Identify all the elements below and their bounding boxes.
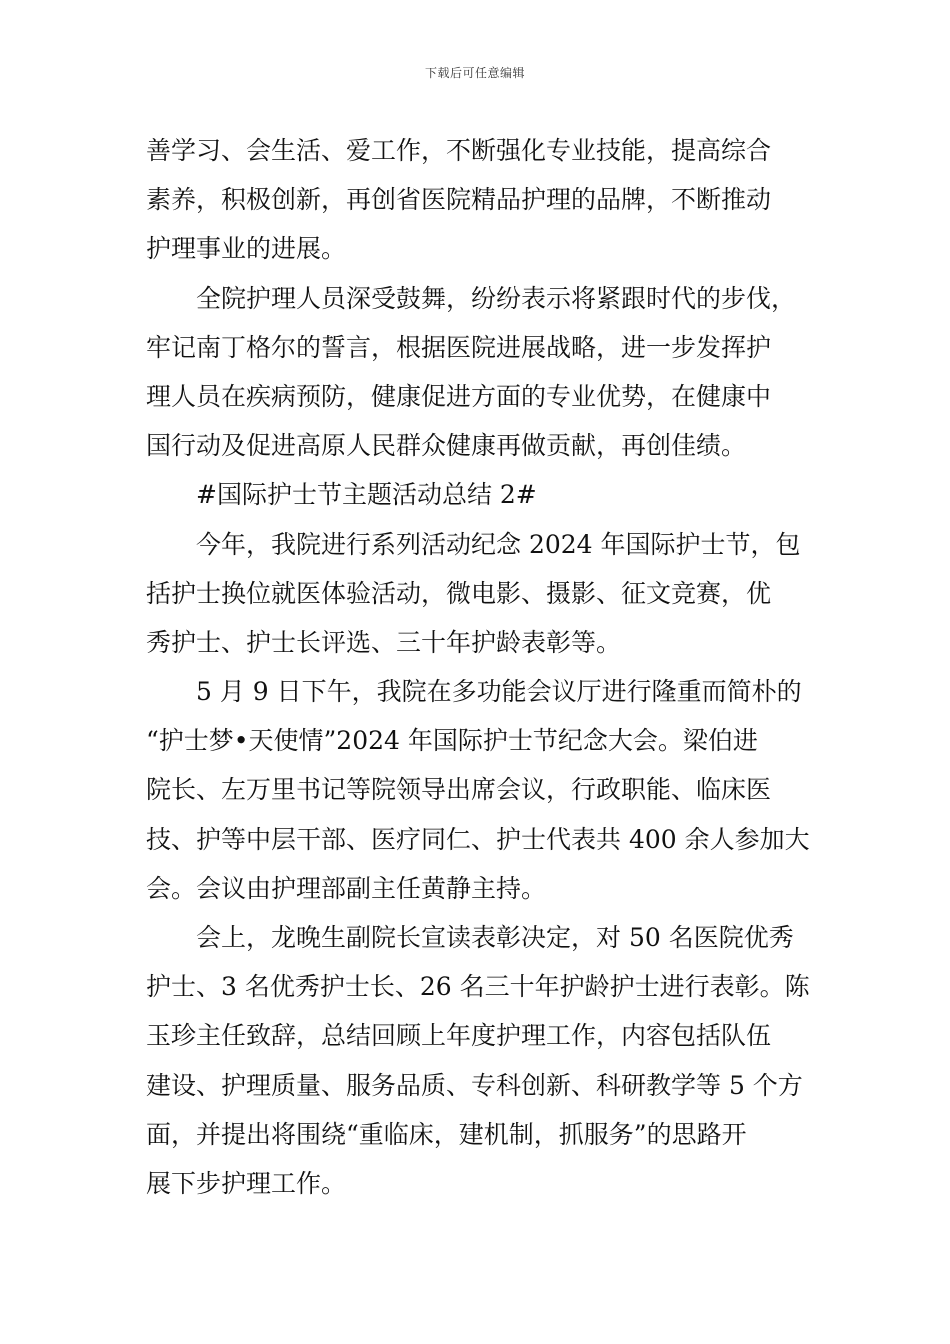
text-line: 护士、3 名优秀护士长、26 名三十年护龄护士进行表彰。陈: [146, 972, 810, 1002]
text-line: 今年，我院进行系列活动纪念 2024 年国际护士节，包: [196, 529, 801, 559]
text-line: 玉珍主任致辞，总结回顾上年度护理工作，内容包括队伍: [146, 1021, 772, 1051]
text-line: 理人员在疾病预防，健康促进方面的专业优势，在健康中: [146, 381, 772, 411]
text-line: 建设、护理质量、服务品质、专科创新、科研教学等 5 个方: [146, 1070, 803, 1100]
text-line: 技、护等中层干部、医疗同仁、护士代表共 400 余人参加大: [146, 824, 810, 854]
text-line: 护理事业的进展。: [146, 234, 347, 264]
text-line: 国行动及促进高原人民群众健康再做贡献，再创佳绩。: [146, 431, 747, 461]
text-line: 5 月 9 日下午，我院在多功能会议厅进行隆重而简朴的: [196, 677, 802, 707]
document-body: [146, 126, 811, 1208]
text-line: 素养，积极创新，再创省医院精品护理的品牌，不断推动: [146, 185, 772, 215]
text-line: 括护士换位就医体验活动，微电影、摄影、征文竞赛，优: [146, 578, 772, 608]
text-line: 面，并提出将围绕“重临床，建机制，抓服务”的思路开: [146, 1119, 747, 1149]
text-line: 展下步护理工作。: [146, 1168, 347, 1198]
text-line: 会。会议由护理部副主任黄静主持。: [146, 873, 547, 903]
text-line: “护士梦•天使情”2024 年国际护士节纪念大会。梁伯进: [146, 726, 758, 756]
section-heading: #国际护士节主题活动总结 2#: [196, 480, 537, 510]
text-line: 秀护士、护士长评选、三十年护龄表彰等。: [146, 627, 622, 657]
text-line: 院长、左万里书记等院领导出席会议，行政职能、临床医: [146, 775, 772, 805]
page-header-note: 下载后可任意编辑: [424, 66, 525, 80]
text-line: 善学习、会生活、爱工作，不断强化专业技能，提高综合: [146, 136, 772, 165]
text-line: 牢记南丁格尔的誓言，根据医院进展战略，进一步发挥护: [146, 332, 772, 362]
text-line: 全院护理人员深受鼓舞，纷纷表示将紧跟时代的步伐，: [196, 283, 797, 313]
text-line: 会上，龙晚生副院长宣读表彰决定，对 50 名医院优秀: [196, 923, 794, 952]
